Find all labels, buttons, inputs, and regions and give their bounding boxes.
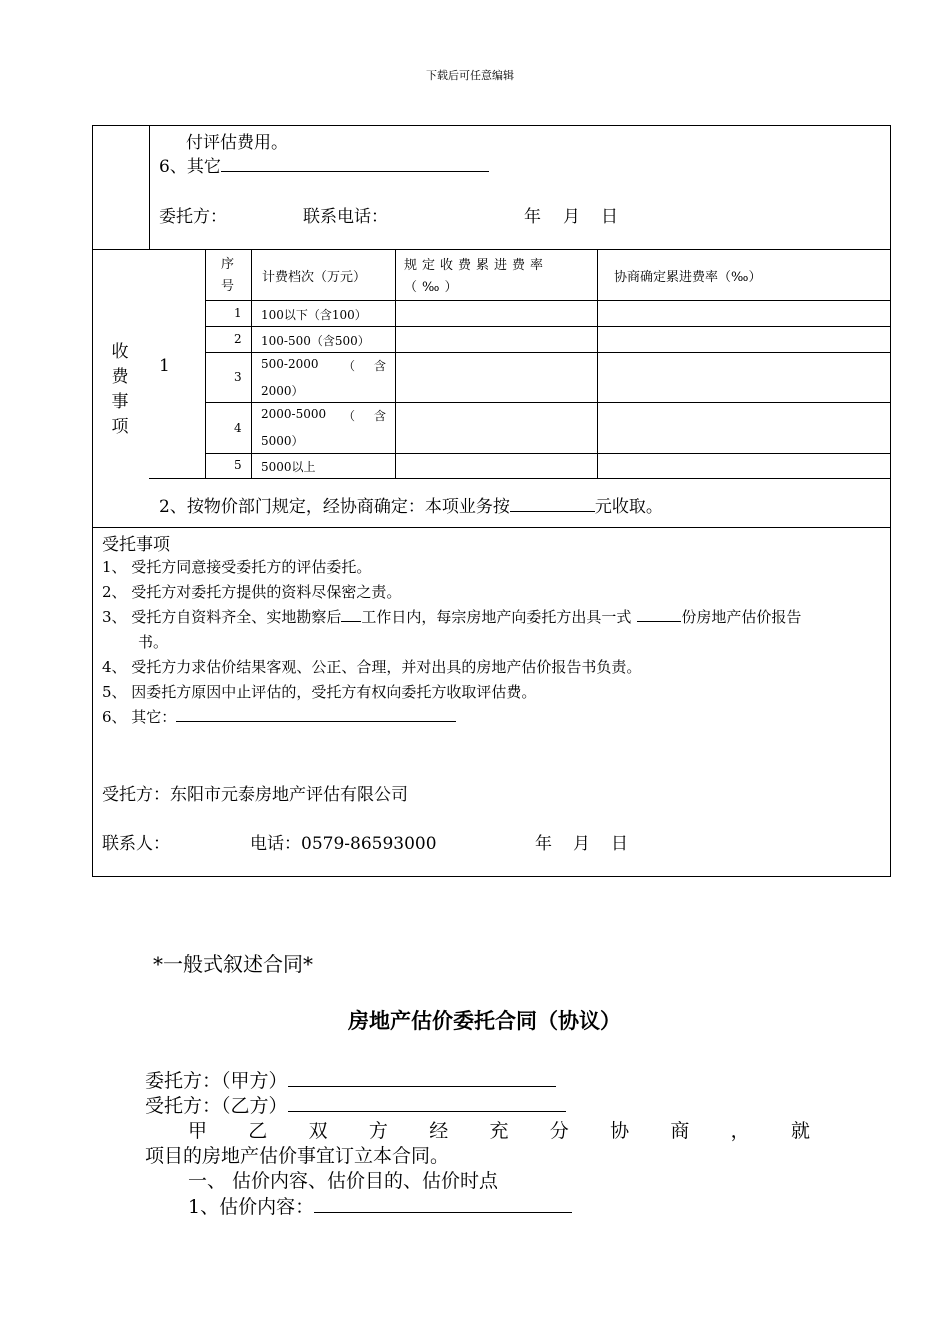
party-a-line	[145, 1066, 556, 1093]
table-divider	[251, 249, 252, 478]
party-a-label: 委托方：（甲方）	[145, 1070, 288, 1092]
fee-row-range: 含	[374, 359, 387, 373]
trustee-contact-label: 联系人：	[102, 834, 170, 854]
fee-row-range: 100以下（含100）	[261, 308, 367, 322]
table-divider	[205, 326, 891, 327]
fee-row-no: 3	[234, 370, 242, 384]
trustee-item3-text: 工作日内，每宗房地产向委托方出具一式	[361, 608, 632, 626]
fee-row-no: 4	[234, 421, 242, 435]
entrust-month: 月	[563, 207, 580, 227]
spread-char: ，	[730, 1120, 750, 1142]
trustee-item3-text: 份房地产估价报告	[681, 608, 802, 626]
trustee-year: 年	[535, 834, 552, 854]
content-blank[interactable]	[314, 1194, 572, 1213]
entrust-day: 日	[601, 207, 618, 227]
contract-intro: 项目的房地产估价事宜订立本合同。	[145, 1145, 450, 1167]
table-border-left	[92, 125, 93, 877]
trustee-phone: 电话：0579-86593000	[250, 834, 437, 854]
fees-item-no: 1	[159, 356, 170, 376]
entrust-other-label: 6、其它	[159, 157, 221, 177]
col-header-range: 计费档次（万元）	[262, 270, 367, 285]
table-divider	[149, 478, 891, 479]
table-divider	[205, 453, 891, 454]
fees-item2-text: 2、按物价部门规定，经协商确定：本项业务按	[159, 497, 510, 517]
entrust-phone-label: 联系电话：	[303, 207, 388, 227]
page-header: 下载后可任意编辑	[426, 69, 514, 82]
spread-char: 就	[790, 1120, 810, 1142]
copies-blank[interactable]	[637, 606, 681, 622]
fees-item2-suffix: 元收取。	[594, 497, 663, 517]
col-header-no: 序号	[221, 257, 235, 294]
table-divider	[205, 249, 206, 478]
table-divider	[92, 527, 891, 528]
table-divider	[92, 249, 891, 250]
party-b-label: 受托方：（乙方）	[145, 1095, 288, 1117]
entrust-other-blank[interactable]	[221, 156, 489, 172]
spread-char: 乙	[248, 1120, 268, 1142]
fee-row-no: 5	[234, 458, 242, 472]
fee-row-range: 含	[374, 409, 387, 423]
fee-row-range: 5000以上	[261, 460, 316, 474]
trustee-item-3	[102, 606, 801, 627]
trustee-month: 月	[573, 834, 590, 854]
contract-spread-line	[188, 1116, 810, 1143]
contract-section1: 一、 估价内容、估价目的、估价时点	[188, 1170, 499, 1192]
trustee-company: 受托方：东阳市元泰房地产评估有限公司	[102, 785, 408, 805]
contract-content-line	[188, 1192, 572, 1219]
fee-row-range: 2000-5000	[261, 407, 327, 421]
spread-char: 双	[308, 1120, 328, 1142]
trustee-item: 5、 因委托方原因中止评估的，受托方有权向委托方收取评估费。	[102, 683, 537, 701]
party-b-blank[interactable]	[288, 1093, 566, 1112]
entrust-line1: 付评估费用。	[186, 133, 288, 153]
fee-row-range: 500-2000	[261, 357, 319, 371]
table-divider	[395, 249, 396, 478]
trustee-item3-text: 3、 受托方自资料齐全、实地勘察后	[102, 608, 342, 626]
trustee-item: 4、 受托方力求估价结果客观、公正、合理，并对出具的房地产估价报告书负责。	[102, 658, 642, 676]
trustee-other-blank[interactable]	[176, 706, 456, 722]
entrust-year: 年	[524, 207, 541, 227]
spread-char: 分	[549, 1120, 569, 1142]
table-divider	[205, 300, 891, 301]
fees-side-label: 收费事项	[111, 342, 129, 437]
col-header-negotiated-rate: 协商确定累进费率（‰）	[614, 270, 762, 285]
table-divider	[205, 402, 891, 403]
trustee-item6-label: 6、 其它：	[102, 708, 177, 726]
table-border-top	[92, 125, 891, 126]
party-a-blank[interactable]	[288, 1068, 556, 1087]
trustee-item: 1、 受托方同意接受委托方的评估委托。	[102, 558, 372, 576]
trustee-heading: 受托事项	[102, 535, 170, 555]
trustee-item-6	[102, 706, 456, 727]
fee-row-range: （	[343, 359, 356, 373]
table-border-right	[890, 125, 891, 877]
spread-char: 协	[610, 1120, 630, 1142]
fee-row-range: 5000）	[261, 434, 304, 448]
entrust-line2	[159, 152, 489, 177]
table-divider	[149, 125, 150, 250]
spread-char: 方	[368, 1120, 388, 1142]
fees-item2	[159, 492, 663, 517]
trustee-item: 2、 受托方对委托方提供的资料尽保密之责。	[102, 583, 402, 601]
workdays-blank[interactable]	[341, 606, 361, 622]
spread-char: 商	[670, 1120, 690, 1142]
trustee-item3-wrap: 书。	[138, 633, 169, 651]
spread-char: 充	[489, 1120, 509, 1142]
fee-row-range: （	[343, 409, 356, 423]
fee-row-range: 2000）	[261, 384, 304, 398]
contract-type-label: *一般式叙述合同*	[153, 952, 313, 976]
trustee-day: 日	[611, 834, 628, 854]
table-divider	[205, 352, 891, 353]
content-label: 1、估价内容：	[188, 1196, 315, 1218]
spread-char: 甲	[188, 1120, 208, 1142]
fee-row-no: 2	[234, 332, 242, 346]
col-header-standard-rate: 规定收费累进费率（‰）	[404, 258, 549, 295]
entrust-client-label: 委托方：	[159, 207, 227, 227]
fee-row-no: 1	[234, 306, 242, 320]
table-divider	[597, 249, 598, 478]
fee-row-range: 100-500（含500）	[261, 334, 370, 348]
fees-amount-blank[interactable]	[510, 496, 595, 512]
contract-title: 房地产估价委托合同（协议）	[348, 1009, 621, 1033]
party-b-line	[145, 1091, 566, 1118]
spread-char: 经	[429, 1120, 449, 1142]
table-border-bottom	[92, 876, 891, 877]
